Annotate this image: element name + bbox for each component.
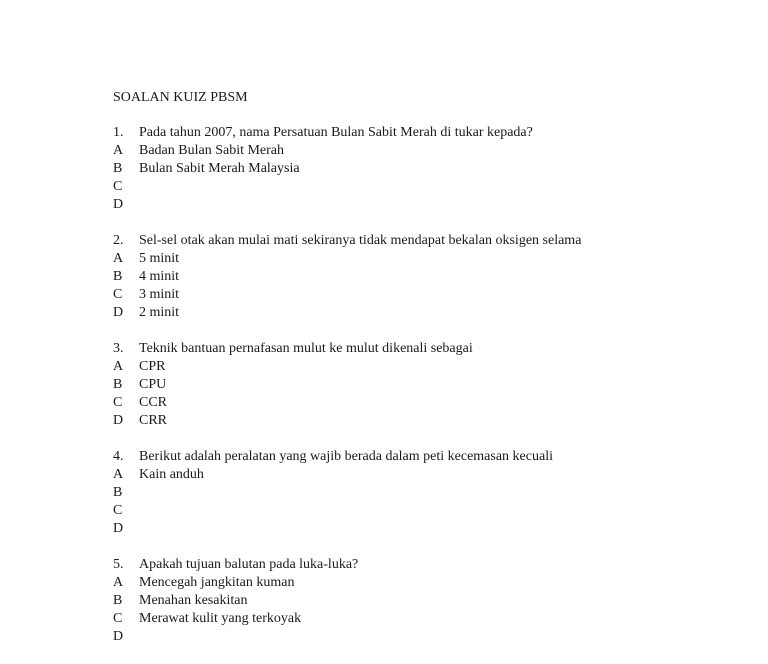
option-text <box>139 520 753 538</box>
option-text: 3 minit <box>139 287 180 302</box>
option-text: CCR <box>139 395 168 410</box>
option-letter: B <box>113 269 123 284</box>
option-letter: C <box>113 611 123 626</box>
option-c <box>113 394 753 412</box>
option-letter: D <box>113 305 124 320</box>
option-d <box>113 520 753 538</box>
option-letter: D <box>113 629 124 644</box>
question-number: 1. <box>113 125 124 140</box>
option-text: Kain anduh <box>139 467 204 482</box>
question-stem <box>113 340 753 358</box>
option-text: Menahan kesakitan <box>139 593 248 608</box>
option-letter: A <box>113 143 124 158</box>
option-letter: A <box>113 575 124 590</box>
option-a <box>113 466 753 484</box>
option-b <box>113 160 753 178</box>
option-c <box>113 286 753 304</box>
option-b <box>113 376 753 394</box>
option-text <box>139 178 753 196</box>
option-b <box>113 268 753 286</box>
option-letter: A <box>113 359 124 374</box>
question-stem <box>113 124 753 142</box>
option-c <box>113 610 753 628</box>
option-text <box>139 628 753 646</box>
option-a <box>113 358 753 376</box>
document-page <box>113 89 753 664</box>
option-letter: D <box>113 197 124 212</box>
option-letter: B <box>113 377 123 392</box>
option-text: Bulan Sabit Merah Malaysia <box>139 161 300 176</box>
option-letter: C <box>113 503 123 518</box>
question-text: Pada tahun 2007, nama Persatuan Bulan Sabit Merah di tukar kepada? <box>139 125 533 140</box>
question-4 <box>113 448 753 538</box>
option-text <box>139 196 753 214</box>
option-c <box>113 502 753 520</box>
option-d <box>113 628 753 646</box>
option-letter: C <box>113 287 123 302</box>
option-text: Badan Bulan Sabit Merah <box>139 143 285 158</box>
question-text: Apakah tujuan balutan pada luka-luka? <box>139 557 359 572</box>
option-text: 2 minit <box>139 305 180 320</box>
option-text: Mencegah jangkitan kuman <box>139 575 295 590</box>
option-a <box>113 574 753 592</box>
option-text: CRR <box>139 413 168 428</box>
option-letter: D <box>113 521 124 536</box>
document-title: SOALAN KUIZ PBSM <box>113 90 248 105</box>
question-number: 4. <box>113 449 124 464</box>
question-5 <box>113 556 753 646</box>
option-text: CPU <box>139 377 167 392</box>
option-text: 5 minit <box>139 251 180 266</box>
question-number: 3. <box>113 341 124 356</box>
option-c <box>113 178 753 196</box>
option-text <box>139 484 753 502</box>
option-a <box>113 250 753 268</box>
question-text: Teknik bantuan pernafasan mulut ke mulut dikenali sebagai <box>139 341 473 356</box>
option-letter: C <box>113 395 123 410</box>
option-text: 4 minit <box>139 269 180 284</box>
option-d <box>113 412 753 430</box>
option-b <box>113 592 753 610</box>
question-stem <box>113 556 753 574</box>
option-text <box>139 502 753 520</box>
option-letter: B <box>113 161 123 176</box>
option-letter: A <box>113 251 124 266</box>
option-text: CPR <box>139 359 166 374</box>
question-3 <box>113 340 753 430</box>
question-number: 2. <box>113 233 124 248</box>
option-letter: B <box>113 593 123 608</box>
question-text: Berikut adalah peralatan yang wajib berada dalam peti kecemasan kecuali <box>139 449 553 464</box>
option-d <box>113 304 753 322</box>
option-letter: D <box>113 413 124 428</box>
option-letter: A <box>113 467 124 482</box>
option-letter: C <box>113 179 123 194</box>
option-b <box>113 484 753 502</box>
question-1 <box>113 124 753 214</box>
question-stem <box>113 232 753 250</box>
option-a <box>113 142 753 160</box>
option-text: Merawat kulit yang terkoyak <box>139 611 302 626</box>
question-text: Sel-sel otak akan mulai mati sekiranya tidak mendapat bekalan oksigen selama <box>139 233 582 248</box>
option-d <box>113 196 753 214</box>
question-stem <box>113 448 753 466</box>
option-letter: B <box>113 485 123 500</box>
question-number: 5. <box>113 557 124 572</box>
question-2 <box>113 232 753 322</box>
